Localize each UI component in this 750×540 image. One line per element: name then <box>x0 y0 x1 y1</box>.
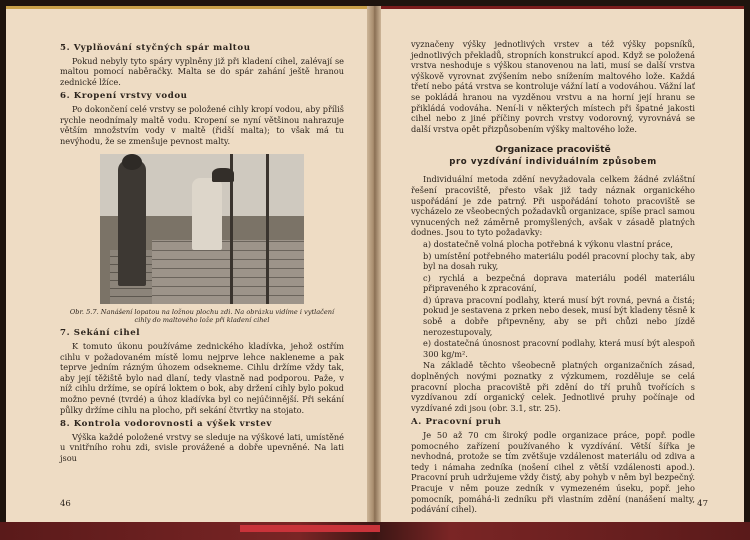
list-item: e) dostatečná únosnost pracovní podlahy, která musí být alespoň 300 kg/m². <box>423 338 695 359</box>
figure-caption: Obr. 5.7. Nanášení lopatou na ložnou plochu zdi. Na obrázku vidíme i vytlačení cihly do maltového lože při kladení cihel <box>69 308 335 325</box>
cover-stripe <box>240 525 380 532</box>
list-item: c) rychlá a bezpečná doprava materiálu podél materiálu připraveného k zpracování, <box>423 272 695 294</box>
page-number-left: 46 <box>60 499 71 509</box>
left-column <box>60 39 344 464</box>
section-8-title: 8. Kontrola vodorovnosti a výšek vrstev <box>60 419 273 430</box>
requirements-list <box>411 239 695 360</box>
section-6-text: Po dokončení celé vrstvy se položené cihly kropí vodou, aby příliš rychle neodnímaly maltě vodu. Kropení se nyní většinou nahrazuje větším množstvím vody v maltě (řidší malta); to však má tu nevýhodu, že se zmenšuje pevnost malty. <box>60 103 344 146</box>
section-5-text: Pokud nebyly tyto spáry vyplněny již při kladení cihel, zalévají se maltou pomocí naběračky. Malta se do spár zahání ještě hranou zednické lžíce. <box>60 55 344 87</box>
list-item: d) úprava pracovní podlahy, která musí být rovná, pevná a čistá; pokud je sestavena z prken nebo desek, musí být kladeny těsně k sobě a dobře připevněny, aby se při chůzi nebo jízdě nerozestupovaly, <box>423 294 695 337</box>
chapter-heading-line-2: pro vyzdívání individuálním způsobem <box>449 157 657 168</box>
section-a-title: A. Pracovní pruh <box>411 417 502 428</box>
continued-text: vyznačeny výšky jednotlivých vrstev a též výšky popsníků, jednotlivých překladů, stropních konstrukcí apod. Když se položená vrstva neshoduje s výškou stanovenou na lati, musí se další vrstva výškově vyrovnat zvýšením nebo snížením maltového lože. Každá třetí nebo pátá vrstva se kontroluje vážní latí a vodováhou. Vážní lať se pokládá hranou na vyzděnou vrstvu a na horní její hranu se přikládá vodováha. Není-li v některých místech při špatné jakosti cihel nebo z jiné příčiny povrch vrstvy vodorovný, vyrovnává se další vrstva opět přizpůsobením výšky maltového lože. <box>411 39 695 134</box>
section-7-text: K tomuto úkonu používáme zednického kladívka, jehož ostřím cihlu v požadovaném místě lomu nejprve lehce nakleneme a pak teprve jedním rázným úhozem odsekneme. Cihlu držíme vždy tak, aby její těžiště bylo nad dlaní, tedy vlastně nad podporou. Paže, v níž cihlu držíme, se opírá loktem o bok, aby držení cihly bylo pokud možno pevné (tvrdé) a úhoz kladívka byl co nejúčinnější. Při sekání půlky držíme cihlu na plocho, při sekání čtvrtky na stojato. <box>60 340 344 415</box>
section-8-text: Výška každé položené vrstvy se sleduje na výškové lati, umístěné u vnitřního rohu zdi, svisle provážené a dobře upevněné. Na lati jsou <box>60 431 344 463</box>
organization-text: Na základě těchto všeobecně platných organizačních zásad, doplněných novými poznatky z výzkumem, rozděluje se celá pracovní plocha pracoviště při zdění do tří pruhů tvořících s vyzdívanou zdí organický celek. Jednotlivé pruhy počínaje od vyzdívané zdi jsou (obr. 3.1, str. 25). <box>411 360 695 413</box>
chapter-heading <box>411 144 695 168</box>
left-page <box>6 6 367 525</box>
chapter-heading-line-1: Organizace pracoviště <box>495 144 611 156</box>
organization-intro: Individuální metoda zdění nevyžadovala celkem žádné zvláštní řešení pracoviště, přesto však již tady náznak organického uspořádání je zde patrný. Při uspořádání tohoto pracoviště se vycházelo ze všeobecných požadavků organizace, spíše pracl samou vynucených než záměrně promyšlených, avšak v zásadě platných dodnes. Jsou to tyto požadavky: <box>411 174 695 238</box>
book-gutter <box>367 6 381 522</box>
section-6-title: 6. Kropení vrstvy vodou <box>60 91 188 102</box>
section-5-title: 5. Vyplňování styčných spár maltou <box>60 43 251 53</box>
list-item: b) umístění potřebného materiálu podél pracovní plochy tak, aby byl na dosah ruky, <box>423 250 695 272</box>
bricklayers-photo <box>100 154 304 304</box>
right-column <box>411 39 695 516</box>
section-7-title: 7. Sekání cihel <box>60 328 141 339</box>
right-page <box>381 6 744 525</box>
book-cover-edge <box>0 522 750 540</box>
section-a-text: Je 50 až 70 cm široký podle organizace práce, popř. podle pomocného zařízení používaného k vyzdívání. Větší šířka je nevhodná, protože se tím zvětšuje vzdálenost materiálu od zdiva a tedy i námaha zedníka (nošení cihel z větší vzdálenosti apod.). Pracovní pruh udržujeme vždy čistý, aby pohyb v něm byl bezpečný. Pracuje v něm pouze zedník v vymezeném úseku, popř. jeho pomocník, pomáhá-li zedníku při vlastním zdění (nanášení malty, podávání cihel). <box>411 430 695 515</box>
page-number-right: 47 <box>697 499 708 509</box>
list-item: a) dostatečně volná plocha potřebná k výkonu vlastní práce, <box>423 238 673 249</box>
